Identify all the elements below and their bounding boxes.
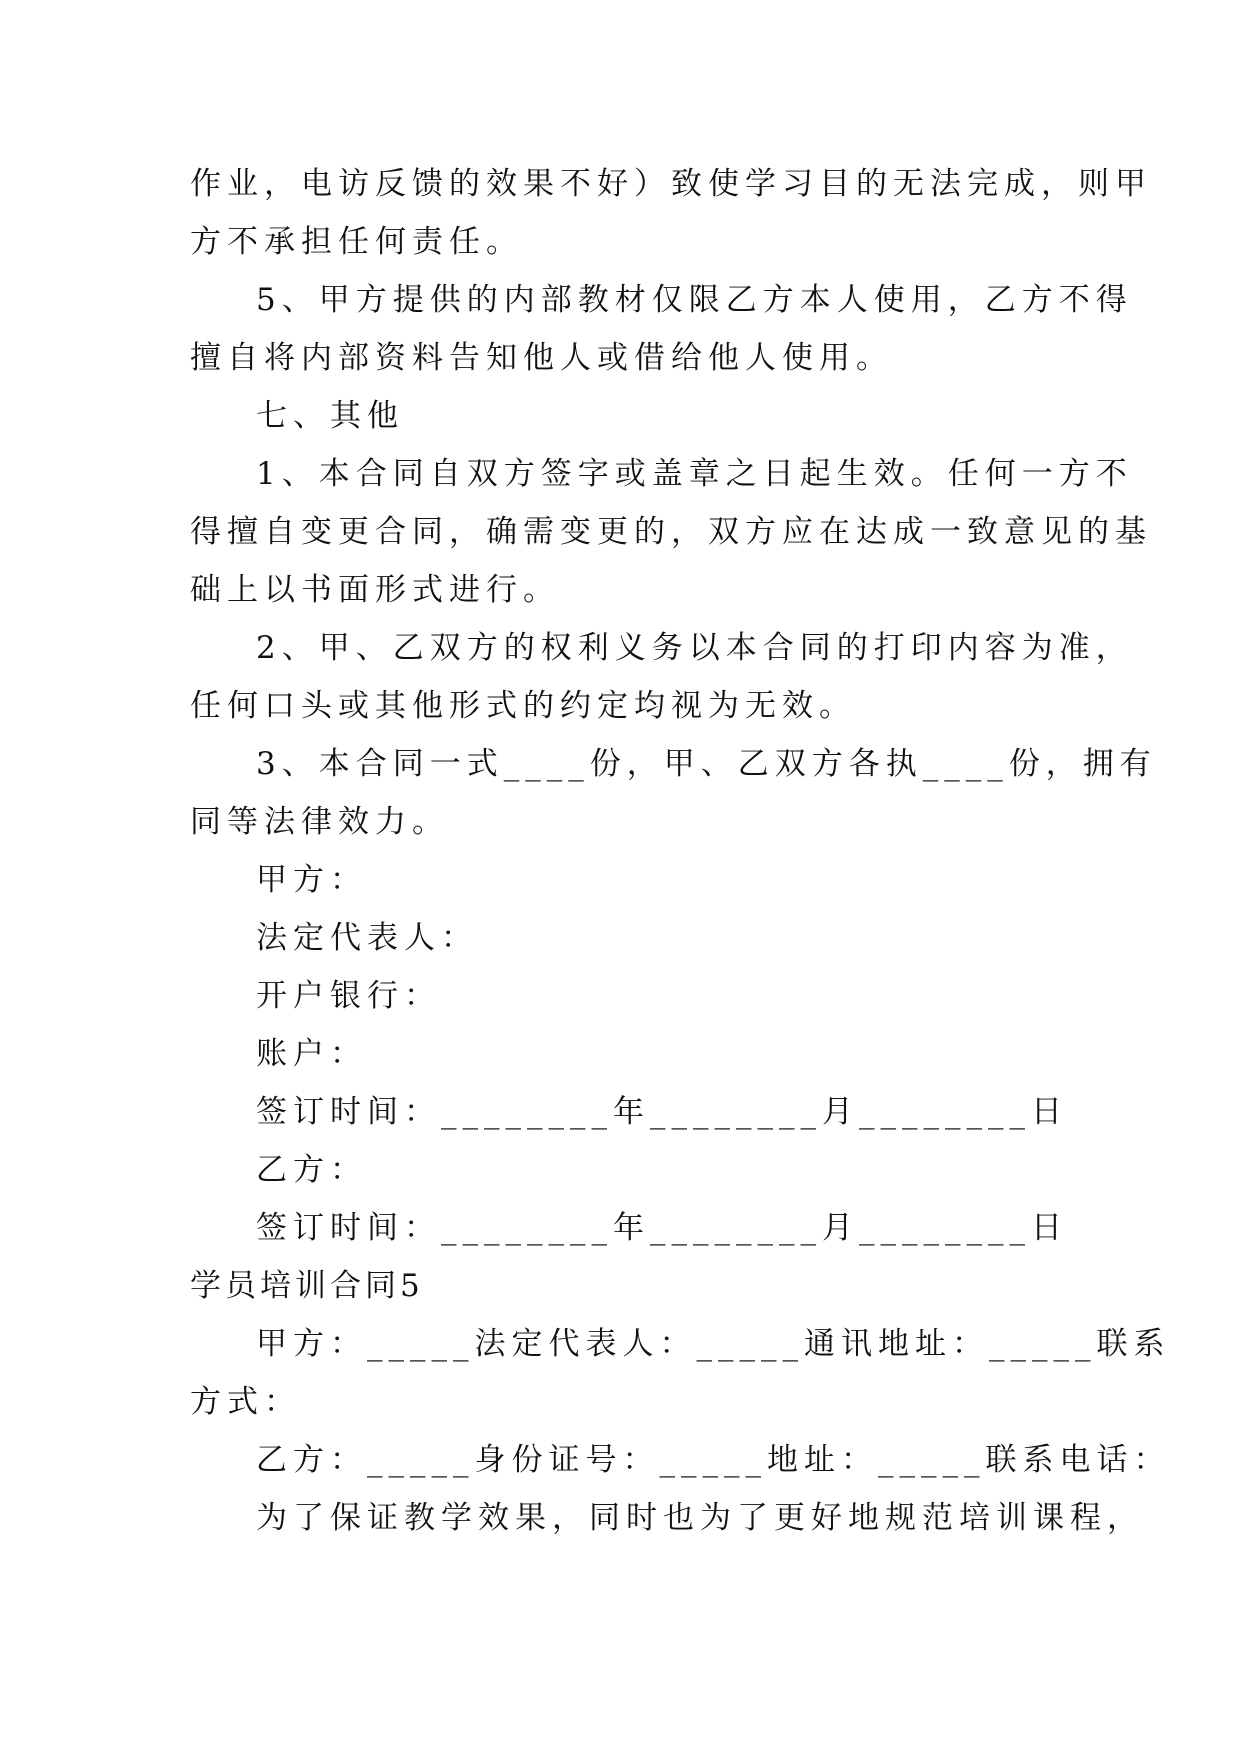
paragraph-line: 3、本合同一式____份，甲、乙双方各执____份，拥有 bbox=[256, 746, 1157, 782]
signature-field-party-a: 甲方： bbox=[256, 862, 367, 898]
signature-field-bank: 开户银行： bbox=[256, 978, 441, 1014]
paragraph-line: 乙方：_____身份证号：_____地址：_____联系电话： bbox=[256, 1442, 1171, 1478]
paragraph-line: 甲方：_____法定代表人：_____通讯地址：_____联系 bbox=[256, 1326, 1171, 1362]
paragraph-line: 为了保证教学效果，同时也为了更好地规范培训课程， bbox=[256, 1500, 1144, 1536]
paragraph-line: 作业，电访反馈的效果不好）致使学习目的无法完成，则甲 bbox=[190, 166, 1152, 202]
paragraph-line: 础上以书面形式进行。 bbox=[190, 572, 560, 608]
paragraph-line: 任何口头或其他形式的约定均视为无效。 bbox=[190, 688, 856, 724]
signature-date-party-a: 签订时间：________年________月________日 bbox=[256, 1094, 1068, 1130]
paragraph-line: 同等法律效力。 bbox=[190, 804, 449, 840]
signature-field-legal-rep: 法定代表人： bbox=[256, 920, 478, 956]
paragraph-line: 2、甲、乙双方的权利义务以本合同的打印内容为准， bbox=[256, 630, 1133, 666]
paragraph-line: 方式： bbox=[190, 1384, 301, 1420]
contract-title: 学员培训合同5 bbox=[190, 1268, 424, 1304]
signature-field-party-b: 乙方： bbox=[256, 1152, 367, 1188]
section-heading: 七、其他 bbox=[256, 398, 404, 434]
paragraph-line: 擅自将内部资料告知他人或借给他人使用。 bbox=[190, 340, 893, 376]
signature-date-party-b: 签订时间：________年________月________日 bbox=[256, 1210, 1068, 1246]
signature-field-account: 账户： bbox=[256, 1036, 367, 1072]
paragraph-line: 1、本合同自双方签字或盖章之日起生效。任何一方不 bbox=[256, 456, 1133, 492]
paragraph-line: 5、甲方提供的内部教材仅限乙方本人使用，乙方不得 bbox=[256, 282, 1133, 318]
paragraph-line: 方不承担任何责任。 bbox=[190, 224, 523, 260]
paragraph-line: 得擅自变更合同，确需变更的，双方应在达成一致意见的基 bbox=[190, 514, 1152, 550]
